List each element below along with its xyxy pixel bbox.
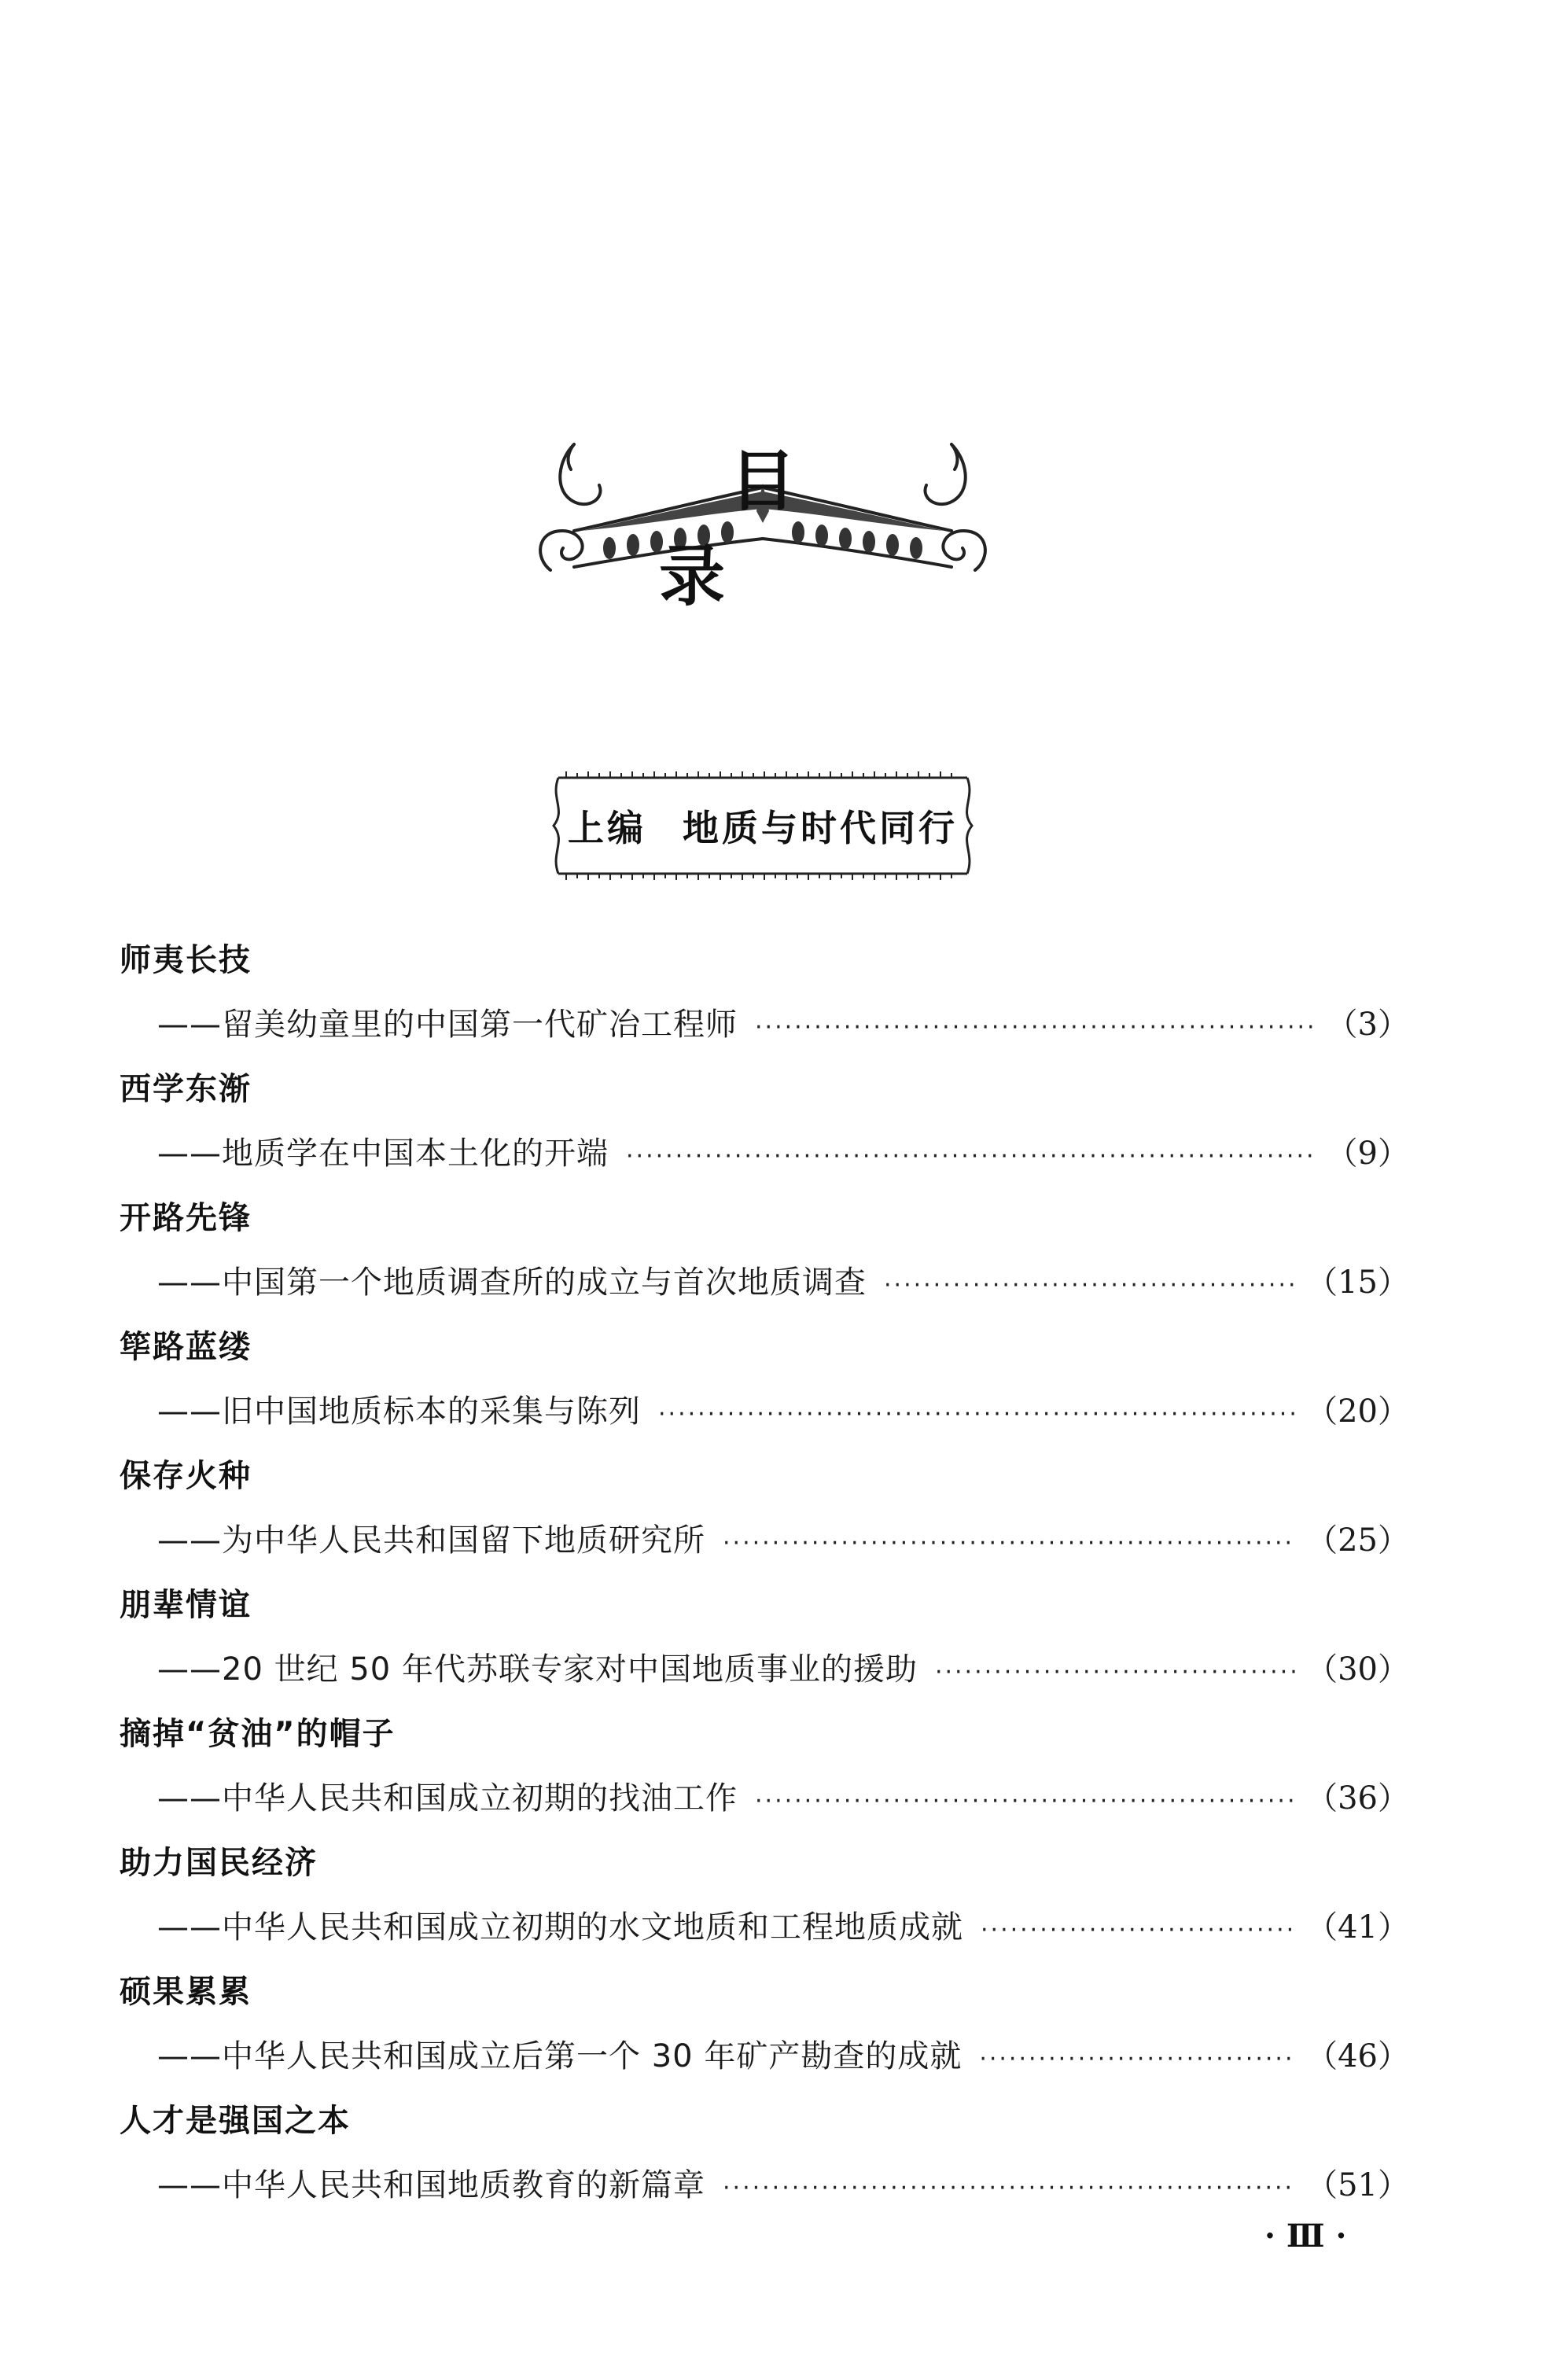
toc-list <box>120 928 1409 2218</box>
toc-entry-title: 朋辈情谊 <box>120 1587 252 1623</box>
section-part-label: 上编 <box>568 807 646 849</box>
toc-entry-subtitle: ——地质学在中国本土化的开端 <box>157 1136 609 1172</box>
toc-title: 目 录 <box>658 442 1146 615</box>
toc-entry-page: （15） <box>1306 1264 1409 1301</box>
toc-entry-subtitle: ——中华人民共和国地质教育的新篇章 <box>157 2167 705 2203</box>
toc-entry-line <box>120 1508 1409 1573</box>
dot-leader <box>723 1511 1295 1576</box>
toc-entry-page: （30） <box>1306 1651 1409 1688</box>
toc-entry-page: （9） <box>1326 1136 1409 1172</box>
toc-entry-page: （25） <box>1306 1522 1409 1559</box>
toc-entry-subtitle: ——为中华人民共和国留下地质研究所 <box>157 1522 705 1559</box>
toc-entry-line <box>120 1895 1409 1960</box>
dot-leader <box>723 2156 1295 2221</box>
page-number: · Ⅲ · <box>1264 2218 1347 2255</box>
dot-leader <box>658 1382 1295 1447</box>
toc-entry-line <box>120 1379 1409 1444</box>
dot-leader <box>981 1898 1295 1963</box>
toc-entry-subtitle: ——中华人民共和国成立初期的找油工作 <box>157 1780 738 1817</box>
dot-leader <box>935 1640 1295 1705</box>
toc-entry-subtitle: ——中华人民共和国成立后第一个 30 年矿产勘查的成就 <box>157 2038 963 2074</box>
section-name-label: 地质与时代同行 <box>683 807 958 849</box>
toc-entry-subtitle: ——中国第一个地质调查所的成立与首次地质调查 <box>157 1264 867 1301</box>
toc-entry[interactable] <box>120 1960 1409 2089</box>
dot-leader <box>884 1253 1295 1318</box>
dot-leader <box>755 1769 1295 1834</box>
toc-entry-line <box>120 2024 1409 2089</box>
dot-leader <box>755 996 1316 1060</box>
toc-entry-line <box>120 2153 1409 2218</box>
toc-entry[interactable] <box>120 2089 1409 2218</box>
toc-entry-title: 师夷长技 <box>120 942 252 978</box>
toc-heading <box>527 413 1146 615</box>
toc-entry-title: 助力国民经济 <box>120 1845 318 1881</box>
toc-entry-page: （20） <box>1306 1393 1409 1430</box>
toc-entry[interactable] <box>120 1315 1409 1444</box>
toc-entry-page: （51） <box>1306 2167 1409 2203</box>
toc-entry-title: 开路先锋 <box>120 1200 252 1236</box>
toc-entry[interactable] <box>120 1057 1409 1186</box>
toc-entry-title: 西学东渐 <box>120 1071 252 1107</box>
toc-entry-subtitle: ——中华人民共和国成立初期的水文地质和工程地质成就 <box>157 1909 963 1946</box>
toc-entry-page: （36） <box>1306 1780 1409 1817</box>
toc-entry-page: （46） <box>1306 2038 1409 2074</box>
toc-entry-title: 硕果累累 <box>120 1974 252 2010</box>
toc-entry-title: 人才是强国之本 <box>120 2103 351 2139</box>
toc-entry-line <box>120 992 1409 1057</box>
toc-entry[interactable] <box>120 1702 1409 1831</box>
toc-entry-line <box>120 1250 1409 1315</box>
section-heading <box>543 767 983 885</box>
toc-entry-subtitle: ——20 世纪 50 年代苏联专家对中国地质事业的援助 <box>157 1651 918 1688</box>
toc-entry[interactable] <box>120 1573 1409 1702</box>
toc-entry-page: （41） <box>1306 1909 1409 1946</box>
toc-entry[interactable] <box>120 1186 1409 1315</box>
toc-entry[interactable] <box>120 928 1409 1057</box>
toc-entry-subtitle: ——旧中国地质标本的采集与陈列 <box>157 1393 641 1430</box>
toc-entry-title: 筚路蓝缕 <box>120 1329 252 1365</box>
section-title <box>543 767 983 885</box>
toc-entry-title: 摘掉“贫油”的帽子 <box>120 1716 396 1752</box>
toc-entry-line <box>120 1121 1409 1186</box>
toc-entry-line <box>120 1766 1409 1831</box>
toc-entry[interactable] <box>120 1831 1409 1960</box>
toc-entry[interactable] <box>120 1444 1409 1573</box>
toc-entry-title: 保存火种 <box>120 1458 252 1494</box>
toc-entry-subtitle: ——留美幼童里的中国第一代矿冶工程师 <box>157 1007 738 1043</box>
dot-leader <box>979 2027 1295 2092</box>
toc-entry-line <box>120 1637 1409 1702</box>
toc-entry-page: （3） <box>1326 1007 1409 1043</box>
dot-leader <box>626 1125 1316 1189</box>
